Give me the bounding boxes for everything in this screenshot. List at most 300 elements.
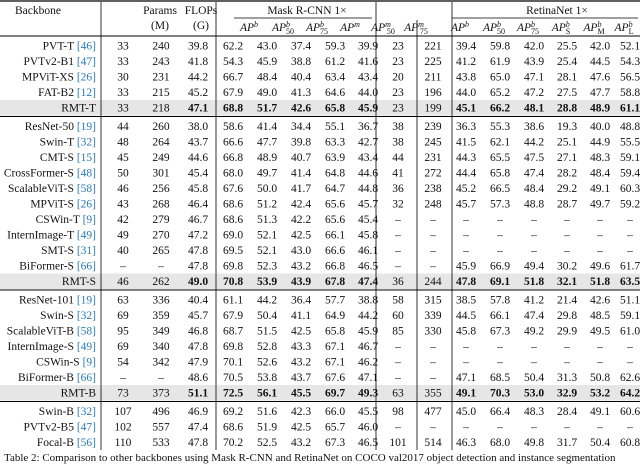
- cell-value: 238: [424, 183, 442, 196]
- cell-value: 32.1: [556, 276, 578, 289]
- cell-value: 33: [117, 56, 129, 69]
- cell-value: 43.2: [290, 356, 312, 369]
- backbone-name: Swin-T [32]: [39, 136, 96, 149]
- cell-value: 66.4: [489, 406, 511, 419]
- cell-value: 46.7: [187, 214, 209, 227]
- cell-value: 342: [152, 356, 170, 369]
- cell-value: 65.6: [324, 214, 346, 227]
- cell-value: 47.6: [589, 71, 611, 84]
- cell-value: 36.7: [357, 121, 379, 134]
- cell-value: 67.1: [324, 341, 346, 354]
- cell-value: 67.1: [324, 356, 346, 369]
- cell-value: 57.3: [489, 198, 511, 211]
- header-mask-rcnn: Mask R-CNN 1×: [267, 5, 347, 17]
- cell-value: 69.1: [489, 276, 511, 289]
- cell-value: 557: [152, 421, 170, 434]
- cell-value: 47.8: [187, 437, 209, 450]
- cell-value: –: [627, 214, 633, 227]
- cell-value: –: [597, 356, 603, 369]
- cell-value: 243: [152, 56, 170, 69]
- cell-value: –: [597, 421, 603, 434]
- cell-value: 65.8: [489, 167, 511, 180]
- cell-value: 48.9: [256, 152, 278, 165]
- cell-value: 42.6: [589, 294, 611, 307]
- cell-value: –: [497, 341, 503, 354]
- cell-value: –: [627, 421, 633, 434]
- header-retina-metric: $AP^b$: [450, 20, 470, 34]
- cell-value: 66.7: [222, 71, 244, 84]
- cell-value: 60: [392, 310, 404, 323]
- cell-value: 36.3: [455, 121, 477, 134]
- cell-value: 44.0: [455, 87, 477, 100]
- cell-value: 43.4: [357, 71, 379, 84]
- cell-value: 349: [152, 325, 170, 338]
- cell-value: 36: [392, 183, 404, 196]
- cell-value: 55.3: [489, 121, 511, 134]
- cell-value: 52.1: [619, 40, 640, 53]
- cell-value: 44.8: [357, 183, 379, 196]
- cell-value: 38.8: [290, 56, 312, 69]
- cell-value: –: [531, 245, 537, 258]
- cell-value: 63.4: [324, 71, 346, 84]
- cell-value: 373: [152, 387, 170, 400]
- cell-value: 49.7: [256, 167, 278, 180]
- cell-value: 23: [392, 56, 404, 69]
- cell-value: 43.0: [256, 40, 278, 53]
- cell-value: 66.1: [489, 310, 511, 323]
- cell-value: 240: [152, 40, 170, 53]
- cell-value: 69.7: [324, 387, 346, 400]
- cell-value: 51.7: [256, 102, 278, 115]
- cell-value: 20: [392, 71, 404, 84]
- cell-value: 65.8: [324, 325, 346, 338]
- cell-value: 29.8: [556, 310, 578, 323]
- cell-value: 36: [392, 276, 404, 289]
- cell-value: 336: [152, 294, 170, 307]
- backbone-name: CSWin-S [9]: [36, 356, 96, 369]
- cell-value: 66.6: [222, 136, 244, 149]
- cell-value: –: [531, 229, 537, 242]
- cell-value: 68.6: [222, 198, 244, 211]
- cell-value: 48.5: [589, 310, 611, 323]
- backbone-name: BiFormer-S [66]: [19, 260, 96, 273]
- cell-value: –: [430, 260, 436, 273]
- cell-value: –: [497, 214, 503, 227]
- cell-value: 55.1: [324, 121, 346, 134]
- cell-value: 41.3: [290, 87, 312, 100]
- cell-value: 215: [152, 87, 170, 100]
- cell-value: 51.1: [619, 294, 640, 307]
- cell-value: 68.8: [222, 102, 244, 115]
- backbone-name: InternImage-T [49]: [7, 229, 96, 242]
- cell-value: 47.1: [357, 372, 379, 385]
- cell-value: 60.3: [619, 183, 640, 196]
- cell-value: –: [627, 341, 633, 354]
- cell-value: 262: [152, 276, 170, 289]
- cell-value: 59.8: [489, 40, 511, 53]
- cell-value: 44.2: [256, 294, 278, 307]
- cell-value: –: [430, 421, 436, 434]
- cell-value: 64.6: [324, 87, 346, 100]
- cell-value: –: [430, 214, 436, 227]
- cell-value: 61.1: [222, 294, 244, 307]
- cell-value: 95: [117, 325, 129, 338]
- backbone-name: RMT-T: [61, 102, 96, 115]
- cell-value: 67.6: [222, 183, 244, 196]
- cell-value: 50.8: [589, 372, 611, 385]
- header-mask-metric: $AP^b$ 75: [305, 20, 329, 36]
- cell-value: 46.2: [357, 356, 379, 369]
- cell-value: 231: [152, 71, 170, 84]
- cell-value: 27.5: [556, 87, 578, 100]
- cell-value: –: [120, 260, 126, 273]
- cell-value: 51.9: [256, 421, 278, 434]
- cell-value: –: [497, 229, 503, 242]
- cell-value: 244: [424, 276, 442, 289]
- cell-value: 218: [152, 102, 170, 115]
- header-retina-metric: $AP^b$ L: [614, 20, 634, 36]
- cell-value: 48.6: [187, 372, 209, 385]
- cell-value: 73: [117, 387, 129, 400]
- cell-value: 47.5: [523, 152, 545, 165]
- cell-value: 70.5: [222, 372, 244, 385]
- cell-value: 33: [117, 102, 129, 115]
- header-params-unit: (M): [151, 20, 169, 32]
- cell-value: 46.3: [455, 437, 477, 450]
- cell-value: 38: [392, 136, 404, 149]
- cell-value: 45.5: [290, 387, 312, 400]
- cell-value: 49: [117, 229, 129, 242]
- cell-value: 65.7: [324, 421, 346, 434]
- cell-value: 43.7: [187, 136, 209, 149]
- cell-value: 33: [117, 87, 129, 100]
- cell-value: 45.8: [187, 183, 209, 196]
- cell-value: 31.7: [556, 437, 578, 450]
- cell-value: 68.6: [222, 214, 244, 227]
- cell-value: 59.3: [324, 40, 346, 53]
- cell-value: 52.6: [256, 356, 278, 369]
- cell-value: 45.9: [256, 56, 278, 69]
- cell-value: –: [564, 421, 570, 434]
- cell-value: 43.0: [290, 245, 312, 258]
- cell-value: 49.6: [589, 260, 611, 273]
- cell-value: 66.2: [489, 102, 511, 115]
- cell-value: 41.7: [290, 183, 312, 196]
- cell-value: 69: [117, 310, 129, 323]
- cell-value: –: [564, 356, 570, 369]
- cell-value: –: [463, 214, 469, 227]
- cell-value: –: [597, 341, 603, 354]
- cell-value: –: [395, 260, 401, 273]
- cell-value: –: [531, 421, 537, 434]
- cell-value: 107: [114, 406, 132, 419]
- cell-value: 49.4: [523, 260, 545, 273]
- cell-value: 43.2: [290, 437, 312, 450]
- cell-value: 61.2: [324, 56, 346, 69]
- cell-value: 46: [117, 183, 129, 196]
- cell-value: 315: [424, 294, 442, 307]
- cell-value: 59.2: [619, 198, 640, 211]
- cell-value: 52.3: [256, 260, 278, 273]
- cell-value: 61.1: [619, 102, 640, 115]
- cell-value: 48.1: [523, 102, 545, 115]
- cell-value: 50.4: [589, 437, 611, 450]
- cell-value: 49.2: [523, 325, 545, 338]
- cell-value: 514: [424, 437, 442, 450]
- cell-value: 47.7: [256, 136, 278, 149]
- cell-value: 55.5: [619, 136, 640, 149]
- cell-value: 44.2: [357, 310, 379, 323]
- cell-value: –: [531, 356, 537, 369]
- backbone-name: SMT-S [31]: [41, 245, 96, 258]
- cell-value: 43.9: [290, 276, 312, 289]
- cell-value: 50.0: [256, 183, 278, 196]
- header-retina-metric: $AP^b$ S: [551, 20, 571, 36]
- backbone-name: Swin-S [32]: [40, 310, 96, 323]
- cell-value: –: [120, 372, 126, 385]
- cell-value: 59.1: [619, 152, 640, 165]
- backbone-name: InternImage-S [49]: [7, 341, 96, 354]
- cell-value: 68.0: [222, 167, 244, 180]
- cell-value: –: [627, 245, 633, 258]
- cell-value: 53.2: [589, 387, 611, 400]
- cell-value: 46: [117, 276, 129, 289]
- cell-value: –: [627, 229, 633, 242]
- cell-value: 30.2: [556, 260, 578, 273]
- cell-value: 70.1: [222, 356, 244, 369]
- cell-value: 52.8: [256, 341, 278, 354]
- cell-value: 41.4: [290, 167, 312, 180]
- cell-value: 42.0: [589, 40, 611, 53]
- cell-value: 49.3: [357, 387, 379, 400]
- cell-value: 248: [424, 198, 442, 211]
- cell-value: 45: [117, 152, 129, 165]
- cell-value: 199: [424, 102, 442, 115]
- header-flops: FLOPs: [184, 5, 218, 17]
- cell-value: 39.9: [357, 40, 379, 53]
- cell-value: 51.8: [589, 276, 611, 289]
- cell-value: 68.7: [222, 325, 244, 338]
- cell-value: 45.4: [357, 214, 379, 227]
- cell-value: 40.0: [589, 121, 611, 134]
- backbone-name: ScalableViT-S [58]: [7, 183, 96, 196]
- cell-value: 42.2: [290, 214, 312, 227]
- cell-value: 31.3: [556, 372, 578, 385]
- cell-value: 54: [117, 356, 129, 369]
- cell-value: 477: [424, 406, 442, 419]
- backbone-name: RMT-B: [60, 387, 96, 400]
- cell-value: 46.9: [187, 406, 209, 419]
- cell-value: 47.9: [187, 356, 209, 369]
- cell-value: –: [597, 245, 603, 258]
- cell-value: 59.4: [619, 167, 640, 180]
- cell-value: 272: [424, 167, 442, 180]
- backbone-name: PVTv2-B1 [47]: [23, 56, 96, 69]
- cell-value: –: [395, 372, 401, 385]
- cell-value: 47.8: [187, 341, 209, 354]
- cell-value: 43.7: [290, 372, 312, 385]
- cell-value: 339: [424, 310, 442, 323]
- cell-value: 72.5: [222, 387, 244, 400]
- backbone-name: RMT-S: [61, 276, 96, 289]
- cell-value: 63.3: [324, 136, 346, 149]
- cell-value: 47.1: [523, 71, 545, 84]
- header-mask-metric: $AP^b$ 50: [271, 20, 295, 36]
- cell-value: 48.8: [523, 198, 545, 211]
- cell-value: 25.5: [556, 40, 578, 53]
- cell-value: 51.8: [523, 276, 545, 289]
- cell-value: 36.4: [290, 294, 312, 307]
- cell-value: 68.6: [222, 421, 244, 434]
- cell-value: 42.7: [357, 136, 379, 149]
- cell-value: 43.2: [290, 260, 312, 273]
- cell-value: 41.4: [256, 121, 278, 134]
- backbone-name: CSWin-T [9]: [35, 214, 96, 227]
- cell-value: 51.1: [187, 387, 209, 400]
- header-retina-metric: $AP^b$ 50: [482, 20, 506, 36]
- cell-value: 42.5: [290, 421, 312, 434]
- cell-value: 48.3: [523, 406, 545, 419]
- table-caption: Table 2: Comparison to other backbones using Mask R-CNN and RetinaNet on COCO val2017 object detection and instance segmentation: [4, 452, 616, 464]
- cell-value: 45.4: [187, 167, 209, 180]
- backbone-name: BiFormer-B [66]: [17, 372, 96, 385]
- cell-value: 102: [114, 421, 132, 434]
- header-mask-metric: $AP^m$ 50: [371, 20, 395, 36]
- header-mask-metric: $AP^b$: [239, 20, 259, 34]
- cell-value: 69.2: [222, 406, 244, 419]
- cell-value: –: [430, 245, 436, 258]
- cell-value: 69.5: [222, 245, 244, 258]
- cell-value: 49.1: [455, 387, 477, 400]
- cell-value: 256: [152, 183, 170, 196]
- cell-value: 46.5: [357, 260, 379, 273]
- cell-value: 28.8: [556, 102, 578, 115]
- cell-value: –: [564, 245, 570, 258]
- cell-value: 48.3: [589, 152, 611, 165]
- cell-value: 340: [152, 341, 170, 354]
- cell-value: 44.0: [357, 87, 379, 100]
- cell-value: 50: [117, 167, 129, 180]
- cell-value: 65.2: [489, 87, 511, 100]
- cell-value: 52.1: [256, 245, 278, 258]
- cell-value: 47.4: [187, 421, 209, 434]
- cell-value: 45.9: [357, 102, 379, 115]
- cell-value: 355: [424, 387, 442, 400]
- cell-value: 28.4: [556, 406, 578, 419]
- cell-value: 43.8: [455, 71, 477, 84]
- cell-value: 42.3: [290, 406, 312, 419]
- cell-value: 23: [392, 102, 404, 115]
- cell-value: 60.6: [619, 406, 640, 419]
- cell-value: 49.5: [589, 325, 611, 338]
- cell-value: 61.7: [619, 260, 640, 273]
- cell-value: 47.8: [455, 276, 477, 289]
- cell-value: 67.6: [324, 372, 346, 385]
- cell-value: 85: [392, 325, 404, 338]
- cell-value: 44.2: [187, 71, 209, 84]
- cell-value: 28.1: [556, 71, 578, 84]
- cell-value: 65.0: [489, 71, 511, 84]
- cell-value: 66.8: [222, 152, 244, 165]
- cell-value: 39.4: [455, 40, 477, 53]
- backbone-name: PVTv2-B5 [47]: [23, 421, 96, 434]
- cell-value: 67.9: [222, 87, 244, 100]
- cell-value: 56.1: [256, 387, 278, 400]
- cell-value: 40: [117, 245, 129, 258]
- cell-value: 68.0: [489, 437, 511, 450]
- cell-value: 225: [424, 56, 442, 69]
- cell-value: 45.0: [455, 406, 477, 419]
- cell-value: 34.4: [290, 121, 312, 134]
- cell-value: 47.4: [523, 310, 545, 323]
- cell-value: 64.8: [324, 167, 346, 180]
- cell-value: 67.8: [324, 276, 346, 289]
- cell-value: 44: [117, 121, 129, 134]
- backbone-name: PVT-T [46]: [42, 40, 96, 53]
- cell-value: 58: [392, 294, 404, 307]
- cell-value: 39.8: [290, 136, 312, 149]
- cell-value: 32: [392, 198, 404, 211]
- cell-value: 37.4: [290, 40, 312, 53]
- cell-value: 69: [117, 341, 129, 354]
- cell-value: 43: [117, 198, 129, 211]
- cell-value: 59.1: [619, 310, 640, 323]
- cell-value: 38: [392, 121, 404, 134]
- cell-value: 47.1: [187, 102, 209, 115]
- cell-value: 41.8: [187, 56, 209, 69]
- backbone-name: CrossFormer-S [48]: [3, 167, 96, 180]
- cell-value: 39.8: [187, 40, 209, 53]
- backbone-name: Focal-B [56]: [36, 437, 96, 450]
- cell-value: –: [430, 229, 436, 242]
- cell-value: 45.1: [455, 102, 477, 115]
- header-retina-metric: $AP^b$ M: [583, 20, 605, 36]
- cell-value: 38.6: [523, 121, 545, 134]
- cell-value: 42.0: [523, 40, 545, 53]
- cell-value: 50.4: [523, 372, 545, 385]
- cell-value: 45.5: [357, 406, 379, 419]
- cell-value: 265: [152, 245, 170, 258]
- cell-value: 44.5: [589, 56, 611, 69]
- cell-value: –: [597, 229, 603, 242]
- cell-value: 46.5: [357, 437, 379, 450]
- cell-value: –: [395, 356, 401, 369]
- cell-value: 66.5: [489, 183, 511, 196]
- cell-value: 57.7: [324, 294, 346, 307]
- cell-value: 70.2: [222, 437, 244, 450]
- cell-value: –: [497, 245, 503, 258]
- cell-value: 47.2: [187, 229, 209, 242]
- cell-value: 52.5: [256, 437, 278, 450]
- cell-value: 68.5: [489, 372, 511, 385]
- backbone-name: FAT-B2 [12]: [38, 87, 96, 100]
- cell-value: 48: [117, 136, 129, 149]
- cell-value: 48.4: [589, 167, 611, 180]
- cell-value: 51.3: [256, 214, 278, 227]
- cell-value: –: [395, 245, 401, 258]
- cell-value: 63.9: [324, 152, 346, 165]
- cell-value: 44.6: [187, 152, 209, 165]
- cell-value: 63: [117, 294, 129, 307]
- cell-value: 239: [424, 121, 442, 134]
- cell-value: 38.8: [357, 294, 379, 307]
- header-retinanet: RetinaNet 1×: [526, 5, 588, 17]
- cell-value: 496: [152, 406, 170, 419]
- cell-value: 30: [117, 71, 129, 84]
- cell-value: 44.4: [455, 167, 477, 180]
- cell-value: 41.6: [357, 56, 379, 69]
- cell-value: 42.5: [290, 325, 312, 338]
